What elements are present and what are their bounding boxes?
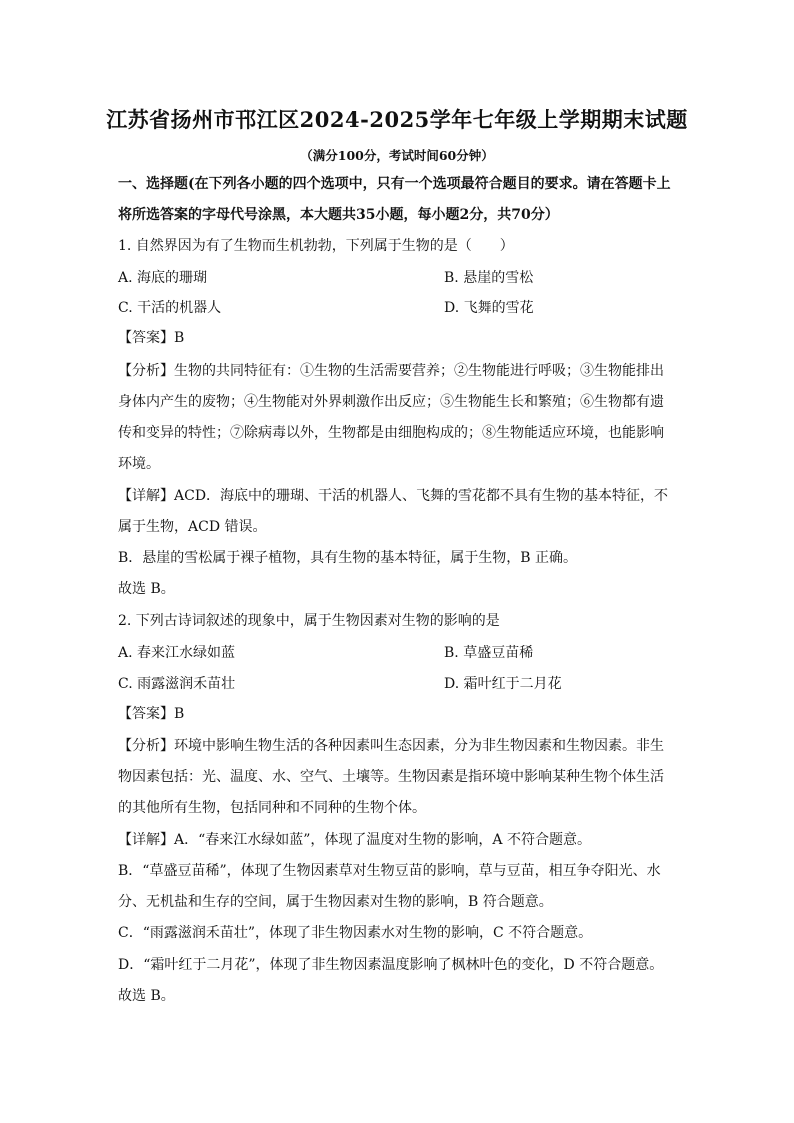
question-2-stem: 2. 下列古诗词叙述的现象中，属于生物因素对生物的影响的是 <box>118 613 500 629</box>
question-2-detail-line: 故选 B。 <box>118 988 175 1004</box>
question-2-detail-line: 【详解】A．“春来江水绿如蓝”，体现了温度对生物的影响，A 不符合题意。 <box>118 832 591 848</box>
question-1-detail-line: B．悬崖的雪松属于裸子植物，具有生物的基本特征，属于生物，B 正确。 <box>118 550 578 566</box>
question-1-detail-line: 故选 B。 <box>118 581 175 597</box>
question-1-analysis-line: 【分析】生物的共同特征有：①生物的生活需要营养；②生物能进行呼吸；③生物能排出 <box>118 363 664 379</box>
exam-subtitle: （满分100分，考试时间60分钟） <box>300 148 494 163</box>
section-instruction-line-1: 一、选择题(在下列各小题的四个选项中，只有一个选项最符合题目的要求。请在答题卡上 <box>118 176 671 192</box>
question-2-option-a: A. 春来江水绿如蓝 <box>118 645 236 661</box>
question-1-answer: 【答案】B <box>118 330 185 346</box>
question-1-analysis-line: 身体内产生的废物；④生物能对外界刺激作出反应；⑤生物能生长和繁殖；⑥生物都有遗 <box>118 394 664 410</box>
question-2-analysis-line: 的其他所有生物，包括同种和不同种的生物个体。 <box>118 800 426 816</box>
question-1-detail-line: 【详解】ACD．海底中的珊瑚、干活的机器人、飞舞的雪花都不具有生物的基本特征，不 <box>118 488 669 504</box>
question-2-answer: 【答案】B <box>118 706 185 722</box>
question-2-detail-line: D．“霜叶红于二月花”，体现了非生物因素温度影响了枫林叶色的变化，D 不符合题意。 <box>118 957 664 973</box>
question-1-option-b: B. 悬崖的雪松 <box>444 270 534 286</box>
question-1-detail-line: 属于生物，ACD 错误。 <box>118 519 267 535</box>
question-1-stem: 1. 自然界因为有了生物而生机勃勃，下列属于生物的是（ ） <box>118 238 514 254</box>
question-2-option-d: D. 霜叶红于二月花 <box>444 676 562 692</box>
question-2-analysis-line: 【分析】环境中影响生物生活的各种因素叫生态因素，分为非生物因素和生物因素。非生 <box>118 738 664 754</box>
question-2-analysis-line: 物因素包括：光、温度、水、空气、土壤等。生物因素是指环境中影响某种生物个体生活 <box>118 769 664 785</box>
question-1-analysis-line: 传和变异的特性；⑦除病毒以外，生物都是由细胞构成的；⑧生物能适应环境，也能影响 <box>118 425 664 441</box>
question-2-option-b: B. 草盛豆苗稀 <box>444 645 534 661</box>
question-2-option-c: C. 雨露滋润禾苗壮 <box>118 676 236 692</box>
exam-title: 江苏省扬州市邗江区2024-2025学年七年级上学期期末试题 <box>106 107 688 132</box>
question-2-detail-line: 分、无机盐和生存的空间，属于生物因素对生物的影响，B 符合题意。 <box>118 894 553 910</box>
question-2-detail-line: B．“草盛豆苗稀”，体现了生物因素草对生物豆苗的影响，草与豆苗，相互争夺阳光、水 <box>118 863 661 879</box>
question-1-option-d: D. 飞舞的雪花 <box>444 300 534 316</box>
question-2-detail-line: C．“雨露滋润禾苗壮”，体现了非生物因素水对生物的影响，C 不符合题意。 <box>118 925 593 941</box>
question-1-option-a: A. 海底的珊瑚 <box>118 270 208 286</box>
section-instruction-line-2: 将所选答案的字母代号涂黑，本大题共35小题，每小题2分，共70分） <box>118 207 559 223</box>
question-1-option-c: C. 干活的机器人 <box>118 300 222 316</box>
question-1-analysis-line: 环境。 <box>118 456 160 472</box>
